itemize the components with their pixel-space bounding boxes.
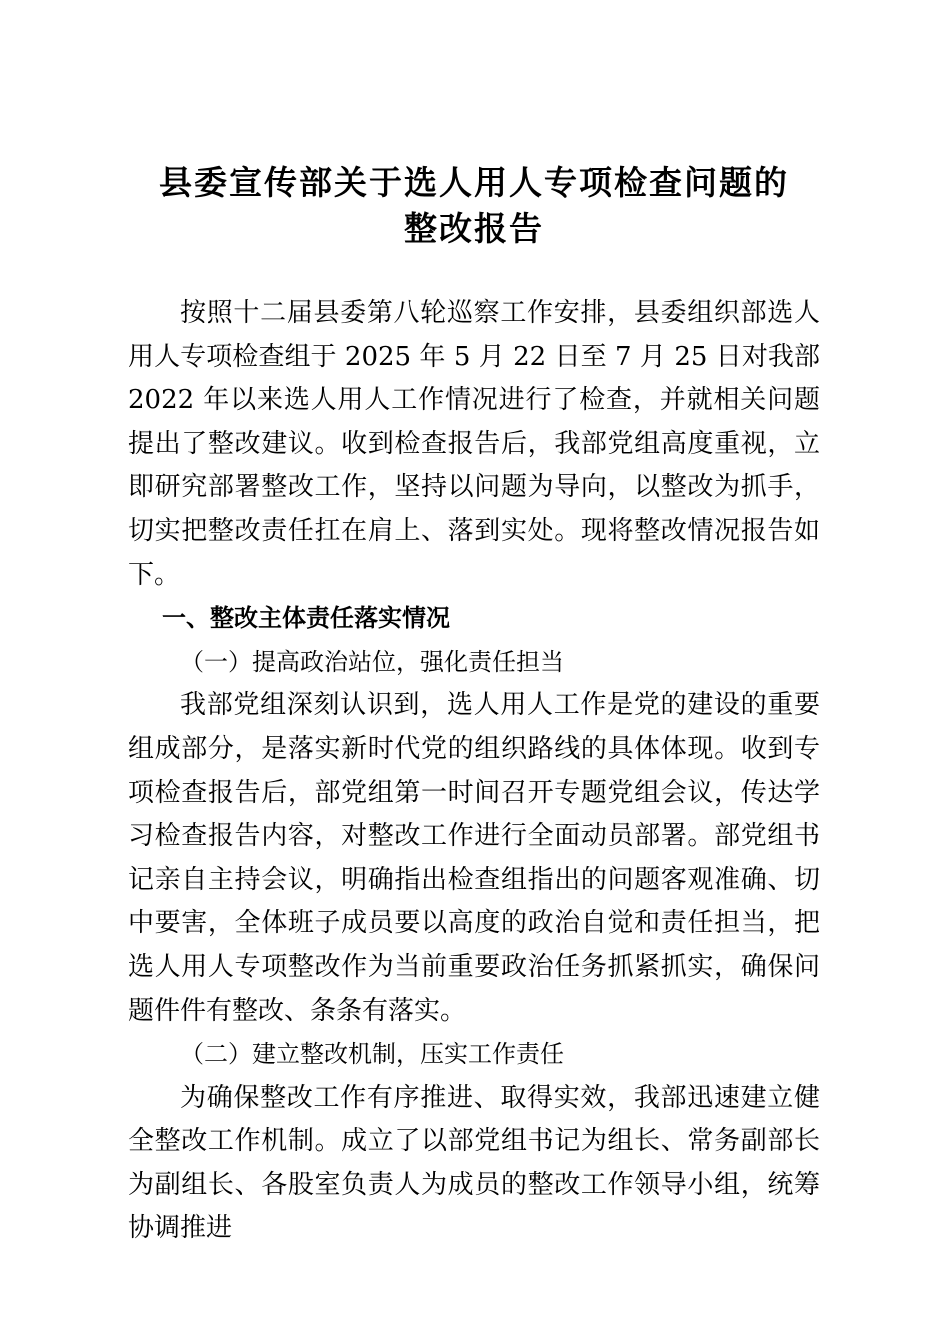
title-line-1: 县委宣传部关于选人用人专项检查问题的	[159, 163, 789, 202]
document-page	[128, 160, 820, 1251]
document-title	[128, 160, 820, 252]
subsection-1-paragraph: 我部党组深刻认识到，选人用人工作是党的建设的重要组成部分，是落实新时代党的组织路线的具体体现。收到专项检查报告后，部党组第一时间召开专题党组会议，传达学习检查报告内容，对整改工作进行全面动员部署。部党组书记亲自主持会议，明确指出检查组指出的问题客观准确、切中要害，全体班子成员要以高度的政治自觉和责任担当，把选人用人专项整改作为当前重要政治任务抓紧抓实，确保问题件件有整改、条条有落实。	[128, 690, 820, 1026]
intro-paragraph: 按照十二届县委第八轮巡察工作安排，县委组织部选人用人专项检查组于 2025 年 5 月 22 日至 7 月 25 日对我部 2022 年以来选人用人工作情况进行了检查，并就相关问题提出了整改建议。收到检查报告后，我部党组高度重视，立即研究部署整改工作，坚持以问题为导向，以整改为抓手，切实把整改责任扛在肩上、落到实处。现将整改情况报告如下。	[128, 298, 820, 590]
subsection-2-heading: （二）建立整改机制，压实工作责任	[180, 1040, 564, 1069]
subsection-1-heading: （一）提高政治站位，强化责任担当	[180, 647, 564, 676]
section-1-heading: 一、整改主体责任落实情况	[162, 604, 450, 633]
document-body	[128, 292, 820, 1251]
title-line-2: 整改报告	[404, 209, 544, 248]
subsection-2-paragraph: 为确保整改工作有序推进、取得实效，我部迅速建立健全整改工作机制。成立了以部党组书记为组长、常务副部长为副组长、各股室负责人为成员的整改工作领导小组，统筹协调推进	[128, 1082, 820, 1244]
